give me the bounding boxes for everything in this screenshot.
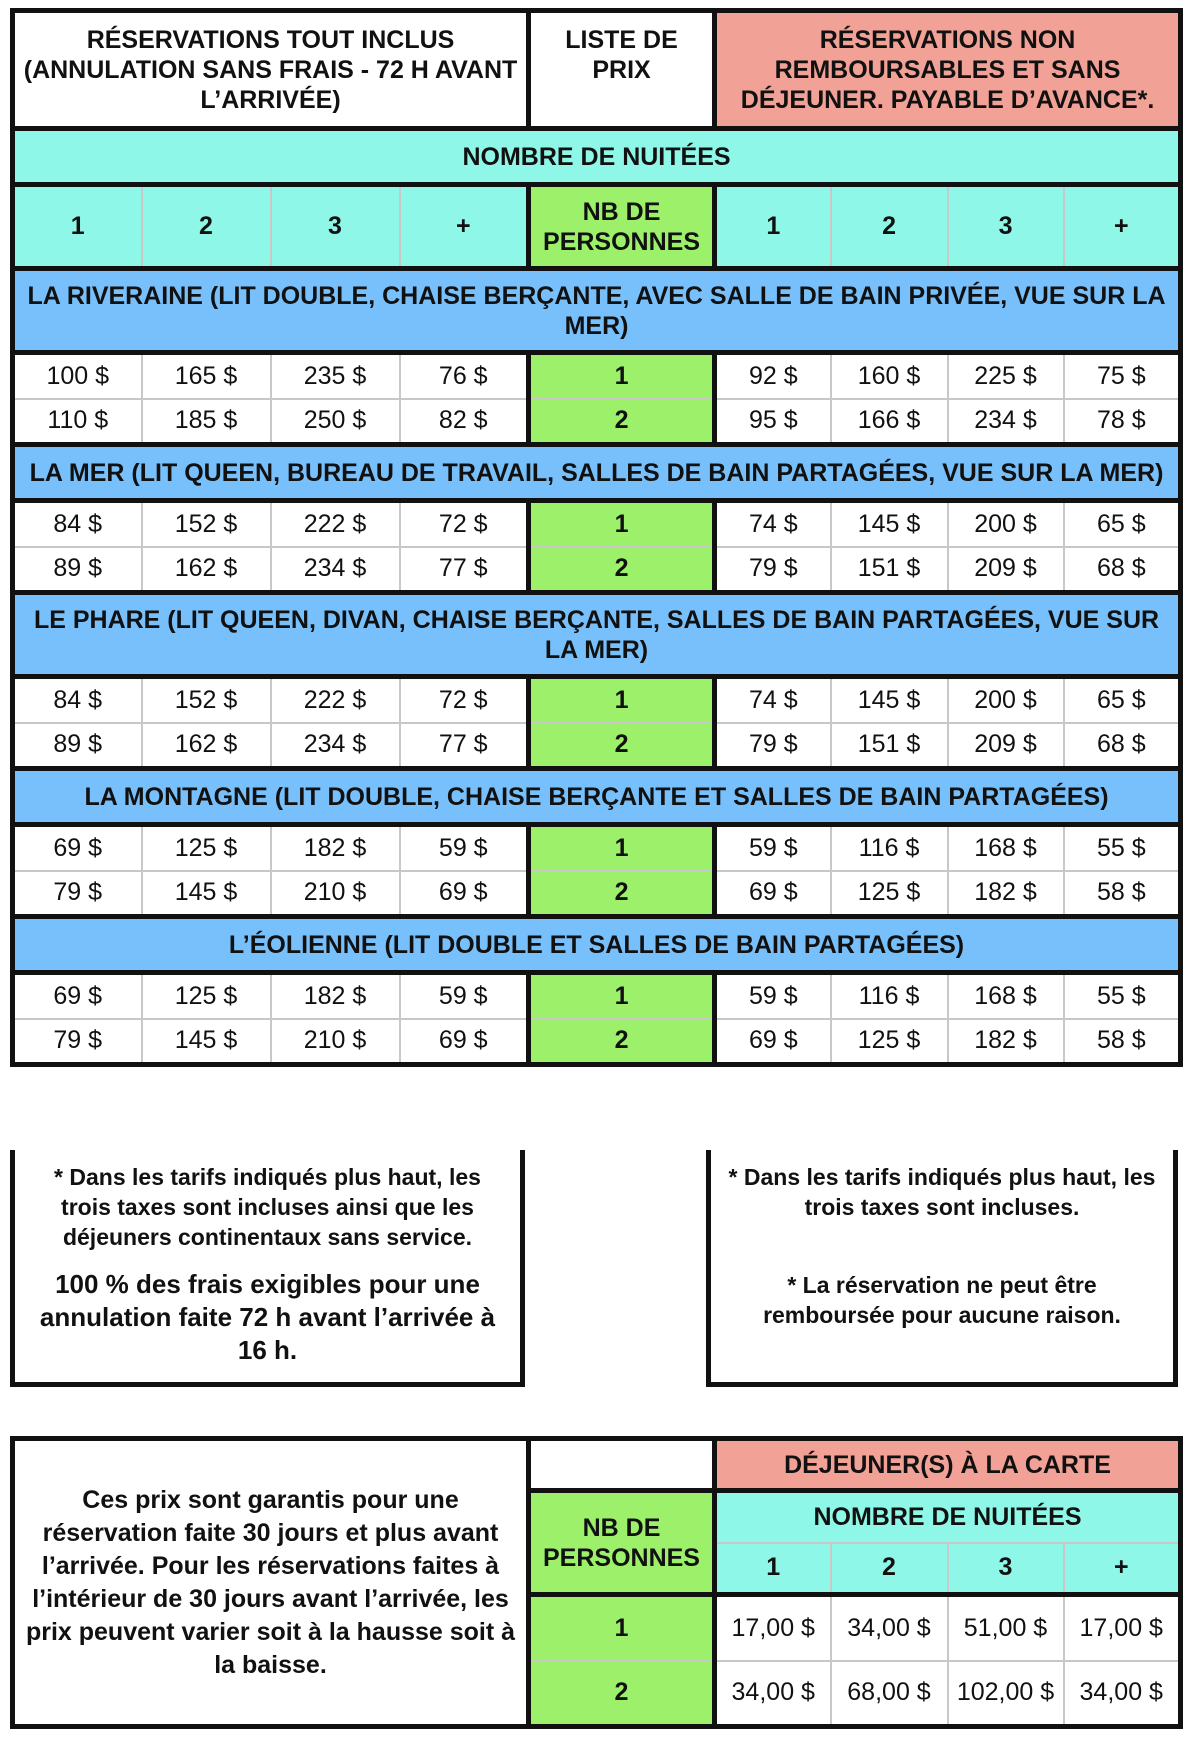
all-inclusive-price: 69 $ [13,973,142,1019]
all-inclusive-price: 125 $ [142,973,271,1019]
all-inclusive-price: 76 $ [400,353,529,399]
non-refundable-price: 160 $ [831,353,948,399]
all-inclusive-price: 100 $ [13,353,142,399]
nights-label: NOMBRE DE NUITÉES [13,129,1181,185]
night-col-plus: + [1064,185,1181,269]
price-row [13,1019,1181,1065]
all-inclusive-title: RÉSERVATIONS TOUT INCLUS (ANNULATION SANS FRAIS - 72 H AVANT L’ARRIVÉE) [13,11,529,129]
non-refundable-price: 168 $ [948,973,1064,1019]
breakfast-nights-label: NOMBRE DE NUITÉES [715,1491,1181,1543]
room-header-row [13,445,1181,501]
all-inclusive-price: 235 $ [271,353,400,399]
price-table [10,8,1183,1067]
non-refundable-price: 69 $ [715,871,831,917]
all-inclusive-price: 210 $ [271,1019,400,1065]
non-refundable-price: 182 $ [948,1019,1064,1065]
breakfast-price: 51,00 $ [948,1595,1064,1661]
all-inclusive-price: 210 $ [271,871,400,917]
all-inclusive-price: 152 $ [142,501,271,547]
persons-count: 2 [529,871,715,917]
persons-count: 1 [529,501,715,547]
price-row [13,353,1181,399]
non-refundable-price: 68 $ [1064,723,1181,769]
non-refundable-price: 200 $ [948,677,1064,723]
room-header-row [13,917,1181,973]
all-inclusive-price: 69 $ [13,825,142,871]
all-inclusive-price: 162 $ [142,723,271,769]
room-name: LA MER (LIT QUEEN, BUREAU DE TRAVAIL, SALLES DE BAIN PARTAGÉES, VUE SUR LA MER) [13,445,1181,501]
non-refundable-price: 79 $ [715,547,831,593]
non-refundable-price: 125 $ [831,871,948,917]
persons-label: NB DE PERSONNES [529,185,715,269]
non-refundable-price: 58 $ [1064,1019,1181,1065]
all-inclusive-price: 69 $ [400,1019,529,1065]
nights-header-row [13,129,1181,185]
price-row [13,871,1181,917]
non-refundable-price: 69 $ [715,1019,831,1065]
room-name: LA MONTAGNE (LIT DOUBLE, CHAISE BERÇANTE ET SALLES DE BAIN PARTAGÉES) [13,769,1181,825]
non-refundable-price: 59 $ [715,973,831,1019]
all-inclusive-price: 234 $ [271,723,400,769]
all-inclusive-price: 162 $ [142,547,271,593]
night-col-3: 3 [271,185,400,269]
room-name: L’ÉOLIENNE (LIT DOUBLE ET SALLES DE BAIN PARTAGÉES) [13,917,1181,973]
non-refundable-price: 182 $ [948,871,1064,917]
all-inclusive-price: 185 $ [142,399,271,445]
all-inclusive-price: 82 $ [400,399,529,445]
non-refundable-price: 55 $ [1064,973,1181,1019]
breakfast-title: DÉJEUNER(S) À LA CARTE [715,1439,1181,1491]
breakfast-night-col-2: 2 [831,1543,948,1595]
non-refundable-price: 75 $ [1064,353,1181,399]
non-refundable-price: 151 $ [831,547,948,593]
notes-center-spacer [525,1150,711,1387]
all-inclusive-price: 89 $ [13,723,142,769]
non-refundable-price: 168 $ [948,825,1064,871]
breakfast-price: 34,00 $ [715,1661,831,1727]
non-refundable-price: 225 $ [948,353,1064,399]
non-refundable-price: 125 $ [831,1019,948,1065]
night-col-2: 2 [142,185,271,269]
persons-count: 2 [529,1019,715,1065]
room-header-row [13,593,1181,677]
non-refundable-price: 59 $ [715,825,831,871]
room-name: LA RIVERAINE (LIT DOUBLE, CHAISE BERÇANTE, AVEC SALLE DE BAIN PRIVÉE, VUE SUR LA MER) [13,269,1181,353]
all-inclusive-price: 222 $ [271,677,400,723]
price-row [13,973,1181,1019]
non-refundable-price: 209 $ [948,723,1064,769]
all-inclusive-price: 84 $ [13,677,142,723]
non-refundable-price: 95 $ [715,399,831,445]
all-inclusive-price: 152 $ [142,677,271,723]
all-inclusive-price: 89 $ [13,547,142,593]
notes-left-taxes: * Dans les tarifs indiqués plus haut, les trois taxes sont incluses ainsi que les déjeuners continentaux sans service. [54,1164,481,1250]
notes-left-cancellation: 100 % des frais exigibles pour une annulation faite 72 h avant l’arrivée à 16 h. [39,1269,496,1365]
non-refundable-price: 145 $ [831,501,948,547]
price-guarantee-text: Ces prix sont garantis pour une réservation faite 30 jours et plus avant l’arrivée. Pour les réservations faites à l’intérieur de 30 jours avant l’arrivée, les prix peuvent varier soit à la hausse soit à la baisse. [13,1439,529,1727]
breakfast-persons-label: NB DE PERSONNES [529,1491,715,1595]
breakfast-empty-cell [529,1439,715,1491]
notes-right-no-refund: * La réservation ne peut être remboursée pour aucune raison. [763,1272,1121,1328]
non-refundable-price: 145 $ [831,677,948,723]
non-refundable-price: 55 $ [1064,825,1181,871]
persons-count: 1 [529,973,715,1019]
header-row [13,11,1181,129]
night-col-3: 3 [948,185,1064,269]
non-refundable-price: 58 $ [1064,871,1181,917]
non-refundable-price: 65 $ [1064,677,1181,723]
all-inclusive-price: 72 $ [400,501,529,547]
all-inclusive-price: 84 $ [13,501,142,547]
breakfast-night-col-1: 1 [715,1543,831,1595]
breakfast-price: 68,00 $ [831,1661,948,1727]
breakfast-price: 17,00 $ [715,1595,831,1661]
persons-count: 1 [529,825,715,871]
breakfast-table [10,1436,1183,1729]
all-inclusive-price: 182 $ [271,973,400,1019]
all-inclusive-price: 72 $ [400,677,529,723]
price-row [13,501,1181,547]
breakfast-persons: 2 [529,1661,715,1727]
price-row [13,677,1181,723]
night-col-1: 1 [715,185,831,269]
price-list-title: LISTE DE PRIX [529,11,715,129]
non-refundable-price: 79 $ [715,723,831,769]
breakfast-price: 102,00 $ [948,1661,1064,1727]
non-refundable-price: 65 $ [1064,501,1181,547]
persons-count: 2 [529,547,715,593]
all-inclusive-price: 110 $ [13,399,142,445]
all-inclusive-price: 79 $ [13,871,142,917]
non-refundable-price: 209 $ [948,547,1064,593]
breakfast-price: 34,00 $ [1064,1661,1181,1727]
breakfast-night-col-plus: + [1064,1543,1181,1595]
price-row [13,399,1181,445]
all-inclusive-price: 59 $ [400,973,529,1019]
non-refundable-price: 78 $ [1064,399,1181,445]
persons-count: 1 [529,353,715,399]
all-inclusive-price: 165 $ [142,353,271,399]
non-refundable-price: 116 $ [831,973,948,1019]
notes-left [10,1150,525,1387]
all-inclusive-price: 77 $ [400,723,529,769]
all-inclusive-price: 182 $ [271,825,400,871]
persons-count: 2 [529,723,715,769]
non-refundable-price: 74 $ [715,677,831,723]
non-refundable-price: 92 $ [715,353,831,399]
all-inclusive-price: 125 $ [142,825,271,871]
all-inclusive-price: 145 $ [142,1019,271,1065]
price-row [13,547,1181,593]
breakfast-price: 17,00 $ [1064,1595,1181,1661]
non-refundable-price: 74 $ [715,501,831,547]
all-inclusive-price: 59 $ [400,825,529,871]
notes-right [711,1150,1178,1387]
room-header-row [13,269,1181,353]
non-refundable-price: 151 $ [831,723,948,769]
all-inclusive-price: 234 $ [271,547,400,593]
all-inclusive-price: 145 $ [142,871,271,917]
breakfast-price: 34,00 $ [831,1595,948,1661]
non-refundable-price: 200 $ [948,501,1064,547]
night-col-2: 2 [831,185,948,269]
night-col-plus: + [400,185,529,269]
all-inclusive-price: 77 $ [400,547,529,593]
all-inclusive-price: 250 $ [271,399,400,445]
notes-right-taxes: * Dans les tarifs indiqués plus haut, les trois taxes sont incluses. [728,1164,1156,1220]
room-name: LE PHARE (LIT QUEEN, DIVAN, CHAISE BERÇANTE, SALLES DE BAIN PARTAGÉES, VUE SUR LA MER) [13,593,1181,677]
non-refundable-title: RÉSERVATIONS NON REMBOURSABLES ET SANS DÉJEUNER. PAYABLE D’AVANCE*. [715,11,1181,129]
night-columns-row [13,185,1181,269]
price-row [13,723,1181,769]
all-inclusive-price: 69 $ [400,871,529,917]
non-refundable-price: 68 $ [1064,547,1181,593]
night-col-1: 1 [13,185,142,269]
room-header-row [13,769,1181,825]
persons-count: 1 [529,677,715,723]
breakfast-night-col-3: 3 [948,1543,1064,1595]
persons-count: 2 [529,399,715,445]
all-inclusive-price: 222 $ [271,501,400,547]
non-refundable-price: 234 $ [948,399,1064,445]
price-row [13,825,1181,871]
non-refundable-price: 116 $ [831,825,948,871]
all-inclusive-price: 79 $ [13,1019,142,1065]
breakfast-persons: 1 [529,1595,715,1661]
non-refundable-price: 166 $ [831,399,948,445]
